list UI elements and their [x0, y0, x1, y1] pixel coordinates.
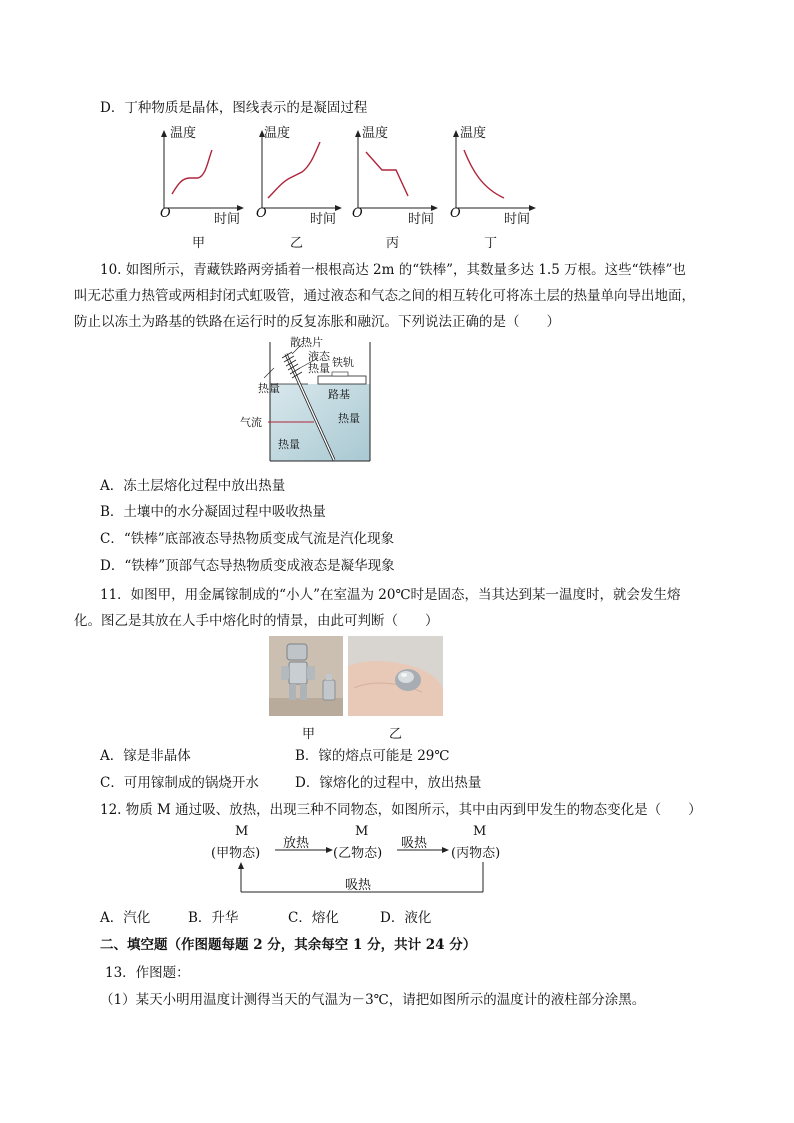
graph-bing-xlabel: 时间	[408, 212, 435, 227]
q10-label-airflow: 气流	[240, 416, 262, 429]
q11-stem-line2: 化。图乙是其放在人手中熔化时的情景，由此可判断（ ）	[74, 613, 439, 629]
graph-ding-origin: O	[450, 206, 461, 221]
q10-label-rail: 铁轨	[332, 356, 354, 369]
q13-part1: （1）某天小明用温度计测得当天的气温为－3℃，请把如图所示的温度计的液柱部分涂黑。	[100, 992, 646, 1008]
graph-jia-ylabel: 温度	[170, 126, 197, 141]
q11-option-d: D．镓熔化的过程中，放出热量	[295, 775, 482, 791]
q12-state-yi: (乙物态)	[333, 846, 383, 861]
graph-jia-curve	[172, 150, 212, 194]
q10-option-c: C．“铁棒”底部液态导热物质变成气流是汽化现象	[100, 531, 395, 547]
graph-yi-caption: 乙	[290, 236, 304, 251]
q12-option-b: B．升华	[188, 910, 239, 926]
q10-label-heat-right: 热量	[338, 412, 360, 425]
gallium-figure-icon	[269, 636, 343, 716]
graph-ding-caption: 丁	[484, 236, 498, 251]
q9-option-d: D．丁种物质是晶体，图线表示的是凝固过程	[100, 100, 368, 116]
q10-option-a: A．冻土层熔化过程中放出热量	[100, 478, 286, 494]
q10-label-fins: 散热片	[290, 336, 323, 349]
q12-arrow-label-absorb: 吸热	[401, 836, 428, 851]
q10-stem-line1: 10. 如图所示，青藏铁路两旁插着一根根高达 2m 的“铁棒”，其数量多达 1.5 万根。这些“铁棒”也	[100, 262, 686, 278]
graph-bing-ylabel: 温度	[362, 126, 389, 141]
q12-arrow-label-release: 放热	[283, 836, 310, 851]
q10-label-heat-bottom: 热量	[278, 438, 300, 451]
q10-label-heat-top: 热量	[308, 362, 330, 375]
q12-arrow-label-back: 吸热	[345, 878, 372, 893]
q12-state-bing: (丙物态)	[451, 846, 501, 861]
q11-photo-yi	[348, 636, 443, 716]
graph-bing-origin: O	[352, 206, 363, 221]
graph-yi	[256, 122, 346, 234]
graph-yi-curve	[268, 142, 320, 198]
q12-diagram	[205, 822, 525, 894]
q12-option-a: A．汽化	[100, 910, 151, 926]
q11-option-b: B．镓的熔点可能是 29℃	[295, 748, 450, 764]
q11-photo-jia	[269, 636, 343, 716]
hand-melting-icon	[348, 636, 443, 716]
q10-stem-line3: 防止以冻土为路基的铁路在运行时的反复冻胀和融沉。下列说法正确的是（ ）	[74, 314, 560, 330]
graph-jia-xlabel: 时间	[214, 212, 241, 227]
graph-jia-caption: 甲	[192, 236, 206, 251]
q11-caption-yi: 乙	[389, 727, 403, 742]
q12-option-d: D．液化	[380, 910, 432, 926]
graph-ding-ylabel: 温度	[460, 126, 487, 141]
graph-yi-origin: O	[256, 206, 267, 221]
graph-jia	[158, 122, 248, 234]
q11-stem-line1: 11．如图甲，用金属镓制成的“小人”在室温为 20℃时是固态，当其达到某一温度时，就会发生熔	[100, 587, 681, 603]
q10-label-liquid: 液态	[308, 350, 330, 363]
q12-option-c: C．熔化	[288, 910, 339, 926]
q12-m2: M	[355, 824, 369, 839]
graph-ding	[450, 122, 540, 234]
q10-option-b: B．土壤中的水分凝固过程中吸收热量	[100, 504, 326, 520]
graph-yi-xlabel: 时间	[310, 212, 337, 227]
graph-bing	[352, 122, 442, 234]
graph-jia-origin: O	[160, 206, 171, 221]
q12-state-jia: (甲物态)	[211, 846, 261, 861]
q10-label-heat-left: 热量	[258, 382, 280, 395]
graph-ding-curve	[464, 150, 504, 198]
graph-yi-ylabel: 温度	[264, 126, 291, 141]
q12-stem: 12. 物质 M 通过吸、放热，出现三种不同物态，如图所示，其中由丙到甲发生的物态变化是（ ）	[100, 802, 702, 818]
graph-bing-curve	[366, 152, 408, 196]
q10-diagram	[238, 336, 378, 466]
q11-option-a: A．镓是非晶体	[100, 748, 191, 764]
q10-option-d: D．“铁棒”顶部气态导热物质变成液态是凝华现象	[100, 558, 395, 574]
q10-label-roadbed: 路基	[328, 388, 350, 401]
graph-bing-caption: 丙	[386, 236, 400, 251]
q10-stem-line2: 叫无芯重力热管或两相封闭式虹吸管，通过液态和气态之间的相互转化可将冻土层的热量单向导出地面，	[74, 288, 695, 304]
q11-caption-jia: 甲	[302, 727, 316, 742]
graph-ding-xlabel: 时间	[504, 212, 531, 227]
q11-option-c: C．可用镓制成的锅烧开水	[100, 775, 259, 791]
q12-m3: M	[473, 824, 487, 839]
section2-heading: 二、填空题（作图题每题 2 分，其余每空 1 分，共计 24 分）	[100, 937, 477, 953]
q13-title: 13．作图题：	[105, 965, 190, 981]
q12-m1: M	[235, 824, 249, 839]
